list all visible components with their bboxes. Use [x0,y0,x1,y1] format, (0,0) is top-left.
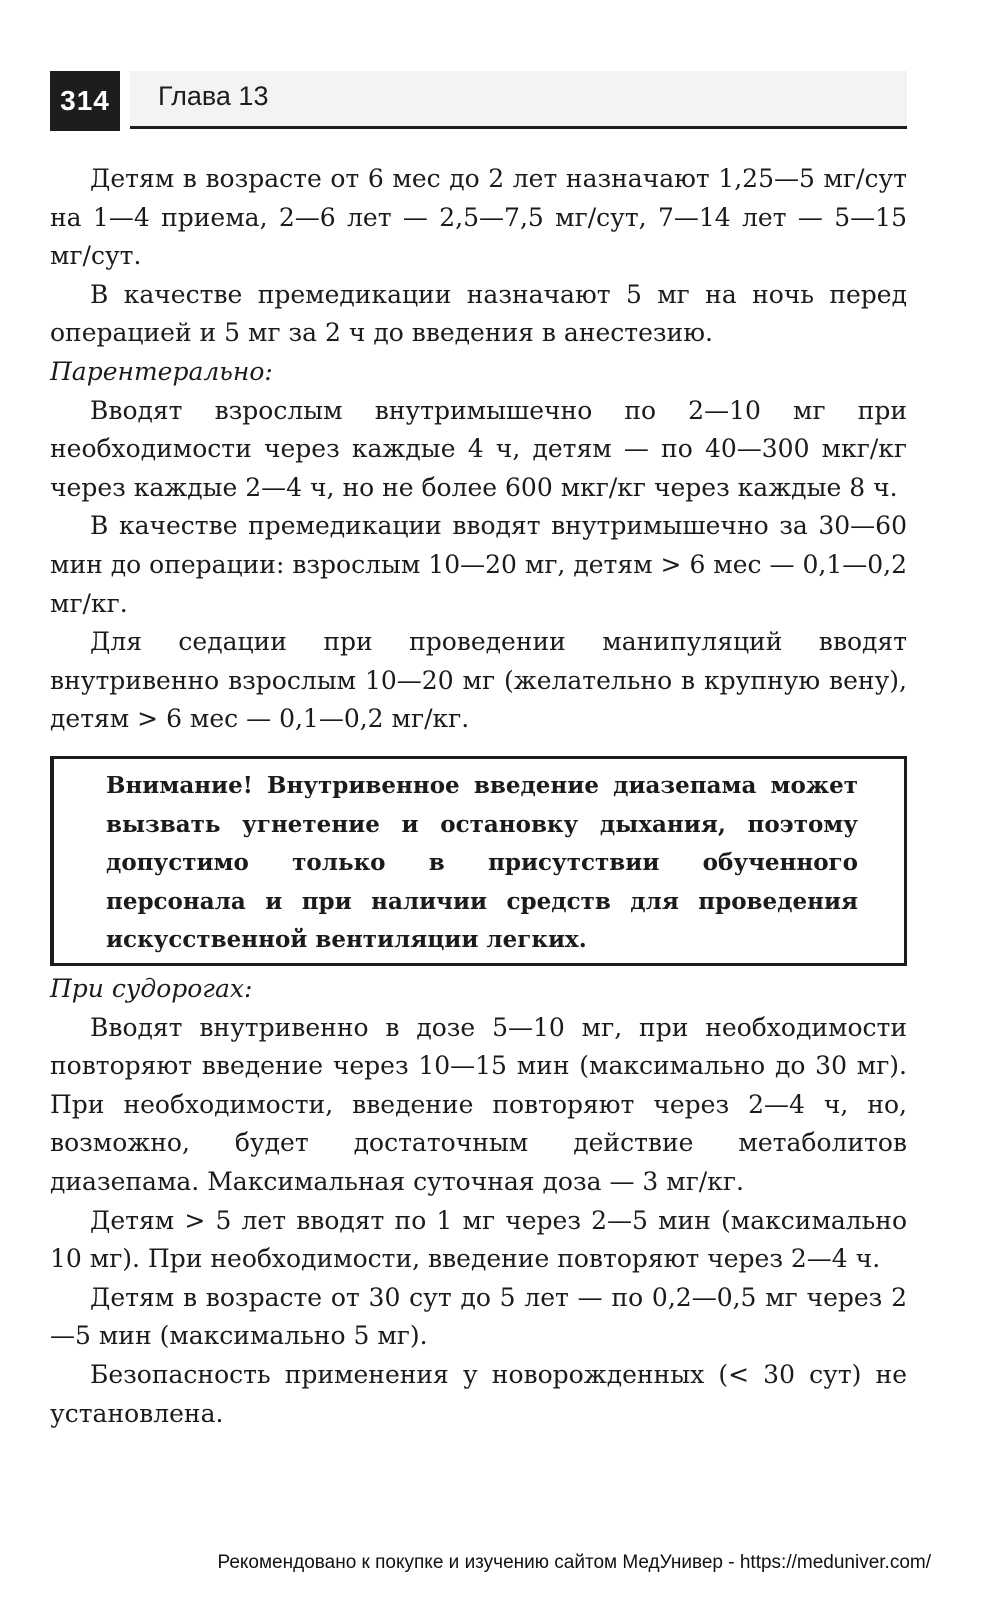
paragraph: Вводят взрослым внутримышечно по 2—10 мг при необходимости через каждые 4 ч, детям — по 40—300 мкг/кг через каждые 2—4 ч, но не более 600 мкг/кг через каждые 8 ч. [50,395,907,502]
chapter-title: Глава 13 [158,81,269,111]
page-number: 314 [50,71,120,131]
chapter-bar [130,71,907,129]
main-text-bottom [50,970,907,1433]
page-header [50,71,907,131]
main-text-top [50,160,907,739]
footer-note: Рекомендовано к покупке и изучению сайтом МедУнивер - https://meduniver.com/ [217,1552,931,1573]
paragraph: В качестве премедикации назначают 5 мг на ночь перед операцией и 5 мг за 2 ч до введения в анестезию. [50,279,907,348]
paragraph: Детям в возрасте от 30 сут до 5 лет — по 0,2—0,5 мг через 2—5 мин (максимально 5 мг). [50,1282,907,1351]
warning-box: Внимание! Внутривенное введение диазепама может вызвать угнетение и остановку дыхания, поэтому допустимо только в присутствии обученного персонала и при наличии средств для проведения искусственной вентиляции легких. [50,756,907,966]
subheading-parenteral: Парентерально: [50,356,273,386]
paragraph: Детям в возрасте от 6 мес до 2 лет назначают 1,25—5 мг/сут на 1—4 приема, 2—6 лет — 2,5—7,5 мг/сут, 7—14 лет — 5—15 мг/сут. [50,164,907,271]
subheading-seizures: При судорогах: [50,974,253,1003]
paragraph: В качестве премедикации вводят внутримышечно за 30—60 мин до операции: взрослым 10—20 мг, детям > 6 мес — 0,1—0,2 мг/кг. [50,511,907,618]
paragraph: Детям > 5 лет вводят по 1 мг через 2—5 мин (максимально 10 мг). При необходимости, введение повторяют через 2—4 ч. [50,1205,907,1274]
paragraph: Для седации при проведении манипуляций вводят внутривенно взрослым 10—20 мг (желательно в крупную вену), детям > 6 мес — 0,1—0,2 мг/кг. [50,627,907,734]
paragraph: Вводят внутривенно в дозе 5—10 мг, при необходимости повторяют введение через 10—15 мин (максимально до 30 мг). При необходимости, введение повторяют через 2—4 ч, но, возможно, будет достаточным действие метаболитов диазепама. Максимальная суточная доза — 3 мг/кг. [50,1012,907,1196]
paragraph: Безопасность применения у новорожденных (< 30 сут) не установлена. [50,1359,907,1428]
